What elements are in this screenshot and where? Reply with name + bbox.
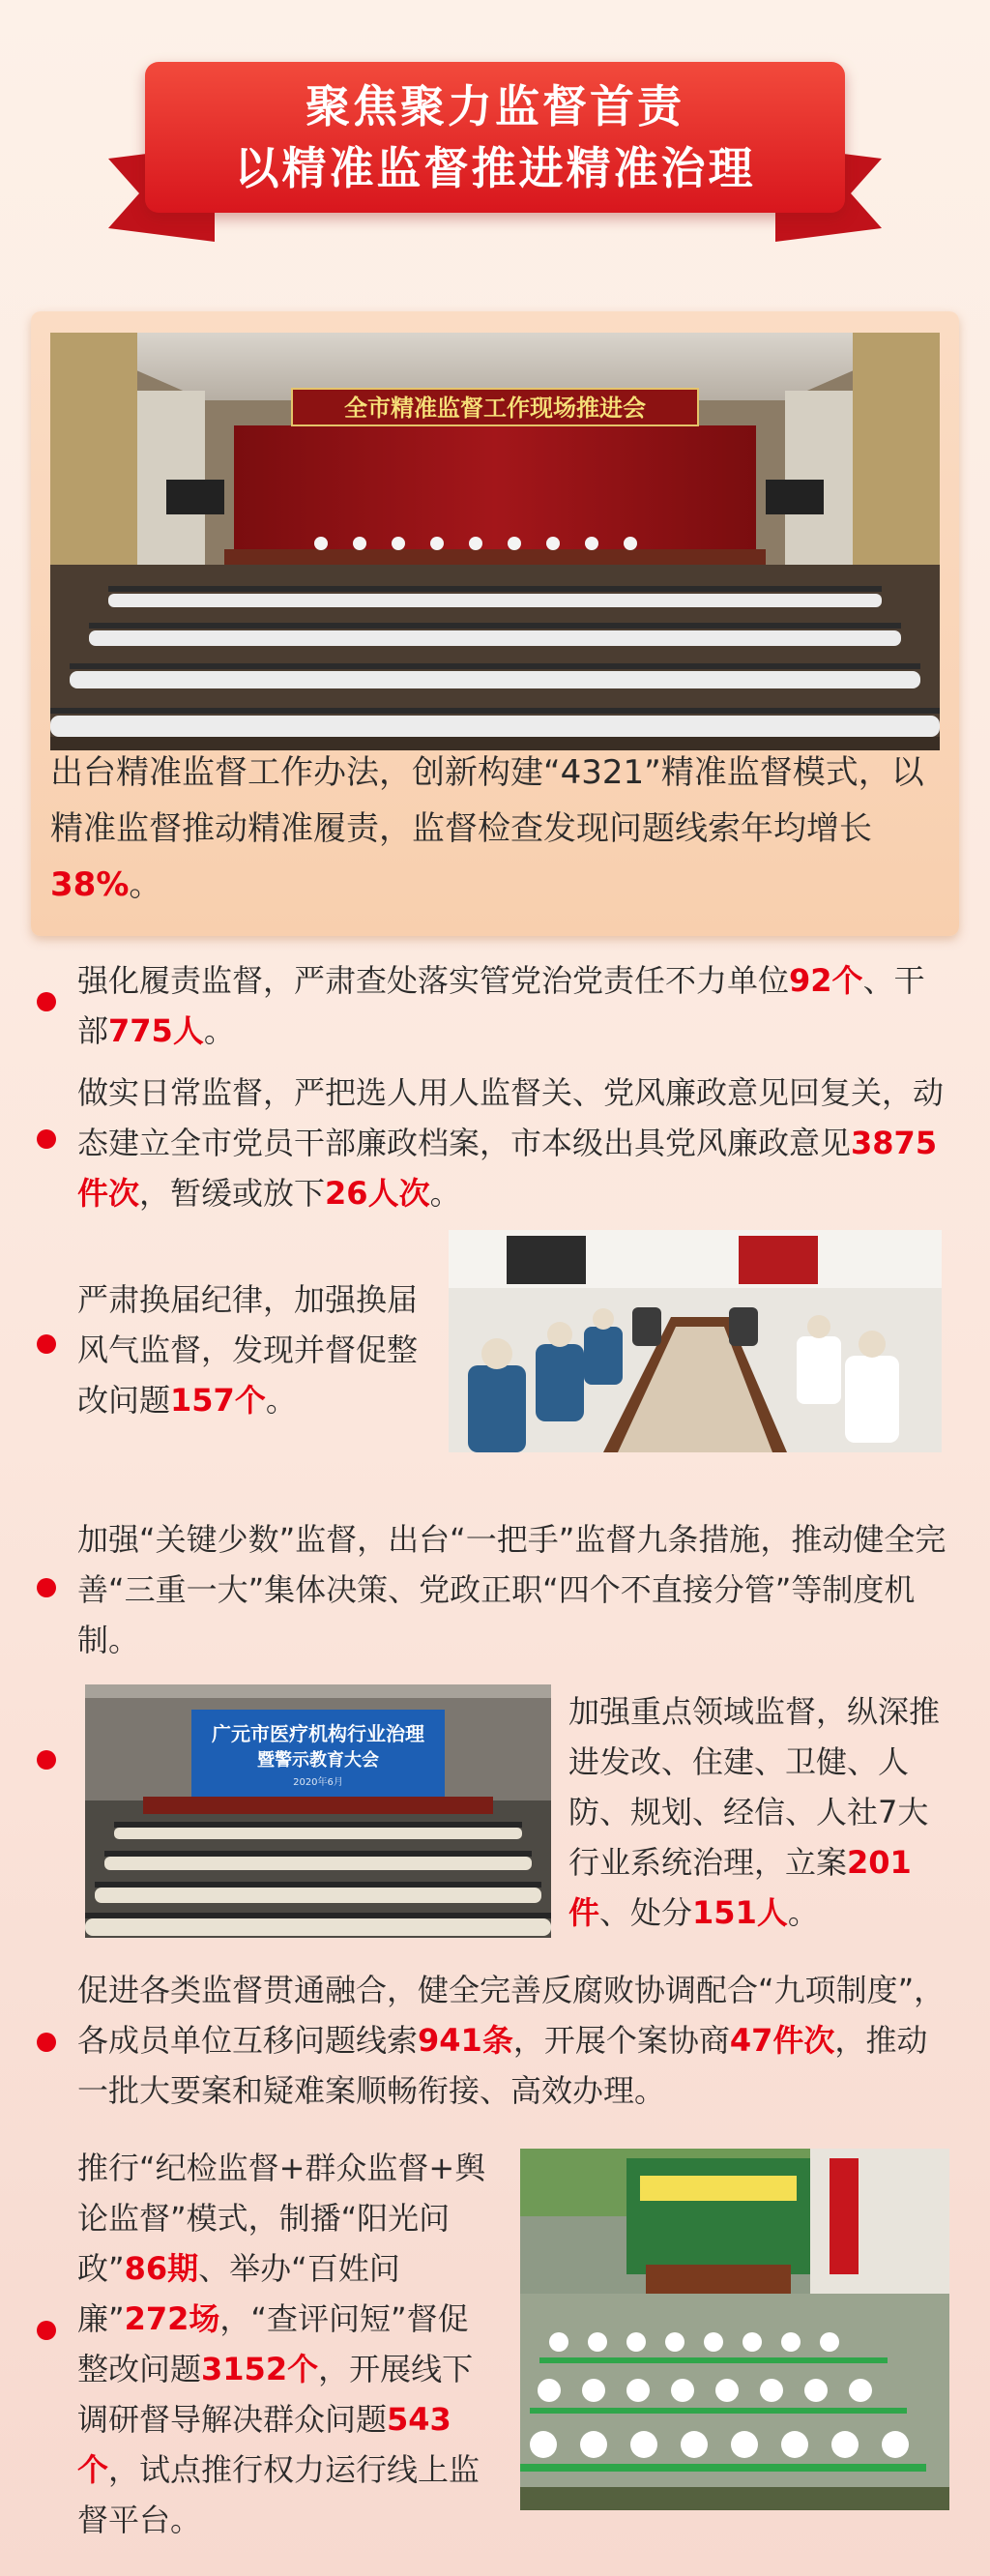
item-text: 强化履责监督，严肃查处落实管党治党责任不力单位: [77, 962, 790, 999]
hall-banner-text: 全市精准监督工作现场推进会: [344, 395, 646, 422]
item-text: 做实日常监督，严把选人用人监督关、党风廉政意见回复关，动态建立全市党员干部廉政档案，市本级出具党风廉政意见: [77, 1074, 945, 1161]
item-highlight: 775人: [108, 1012, 204, 1049]
item-text: ，暂缓或放下: [139, 1175, 326, 1212]
item-text: 推行“纪检监督+群众监督+舆论监督”模式，制播“阳光问政”: [77, 2150, 486, 2287]
title-line-1: 聚焦聚力监督首责: [306, 80, 684, 132]
list-item: [77, 1514, 951, 1665]
title-banner-area: [0, 0, 990, 290]
item-text: ，“查评问短”督促整改问题: [77, 2300, 469, 2387]
item-highlight: 3875件次: [77, 1125, 938, 1212]
item-text: 。: [787, 1894, 819, 1931]
list-item: [568, 1686, 949, 1938]
list-item: [77, 955, 947, 1056]
hero-description: [50, 745, 946, 913]
item-text: ，推动一批大要案和疑难案顺畅衔接、高效办理。: [77, 2022, 928, 2109]
item-text: 加强重点领域监督，纵深推进发改、住建、卫健、人防、规划、经信、人社7大行业系统治理，立案: [568, 1693, 941, 1881]
auditorium-screen-date: 2020年6月: [293, 1777, 343, 1788]
item-text: 、举办“百姓问廉”: [77, 2250, 400, 2337]
item-highlight: 941条: [418, 2022, 513, 2059]
item-highlight: 26人次: [325, 1175, 430, 1212]
list-item: [77, 1965, 951, 2116]
list-item: [77, 1274, 435, 1425]
item-text: 加强“关键少数”监督，出台“一把手”监督九条措施，推动健全完善“三重一大”集体决策、党政正职“四个不直接分管”等制度机制。: [77, 1521, 946, 1658]
item-text: ，试点推行权力运行线上监督平台。: [77, 2451, 480, 2538]
conference-hall-photo: [50, 333, 940, 750]
list-item: [77, 1068, 947, 1218]
item-highlight: 3152个: [201, 2351, 319, 2387]
item-text: 。: [203, 1012, 235, 1049]
hero-highlight-growth: 38%: [50, 865, 130, 904]
item-text: 、干部: [77, 962, 925, 1049]
bullet-dot: [37, 2321, 56, 2340]
title-banner: [145, 62, 845, 213]
item-highlight: 157个: [170, 1382, 266, 1419]
bullet-dot: [37, 1578, 56, 1597]
item-highlight: 151人: [692, 1894, 788, 1931]
item-highlight: 86期: [124, 2250, 199, 2287]
auditorium-screen-line-2: 暨警示教育大会: [257, 1750, 379, 1771]
list-item: [77, 2143, 497, 2545]
outdoor-event-photo: [520, 2149, 949, 2510]
item-highlight: 543个: [77, 2401, 451, 2488]
item-text: 。: [429, 1175, 461, 1212]
item-text: 促进各类监督贯通融合，健全完善反腐败协调配合“九项制度”，各成员单位互移问题线索: [77, 1972, 946, 2059]
auditorium-photo: [85, 1684, 551, 1938]
hero-text-1: 出台精准监督工作办法，创新构建“4321”精准监督模式，以精准监督推动精准履责，监督检查发现问题线索年均增长: [50, 753, 924, 848]
item-highlight: 272场: [124, 2300, 220, 2337]
item-text: 。: [265, 1382, 297, 1419]
bullet-dot: [37, 1129, 56, 1149]
auditorium-screen-line-1: 广元市医疗机构行业治理: [212, 1722, 424, 1745]
item-highlight: 201件: [568, 1844, 912, 1931]
meeting-table-photo: [449, 1230, 942, 1452]
item-text: ，开展线下调研督导解决群众问题: [77, 2351, 474, 2438]
bullet-dot: [37, 1750, 56, 1770]
item-highlight: 92个: [789, 962, 863, 999]
item-text: ，开展个案协商: [512, 2022, 730, 2059]
title-line-2: 以精准监督推进精准治理: [234, 142, 756, 194]
item-text: 、处分: [599, 1894, 693, 1931]
hero-text-2: 。: [129, 865, 162, 904]
item-text: 严肃换届纪律，加强换届风气监督，发现并督促整改问题: [77, 1281, 419, 1419]
hero-card: [31, 311, 959, 936]
bullet-dot: [37, 992, 56, 1011]
bullet-dot: [37, 2033, 56, 2052]
item-highlight: 47件次: [729, 2022, 835, 2059]
bullet-dot: [37, 1334, 56, 1354]
